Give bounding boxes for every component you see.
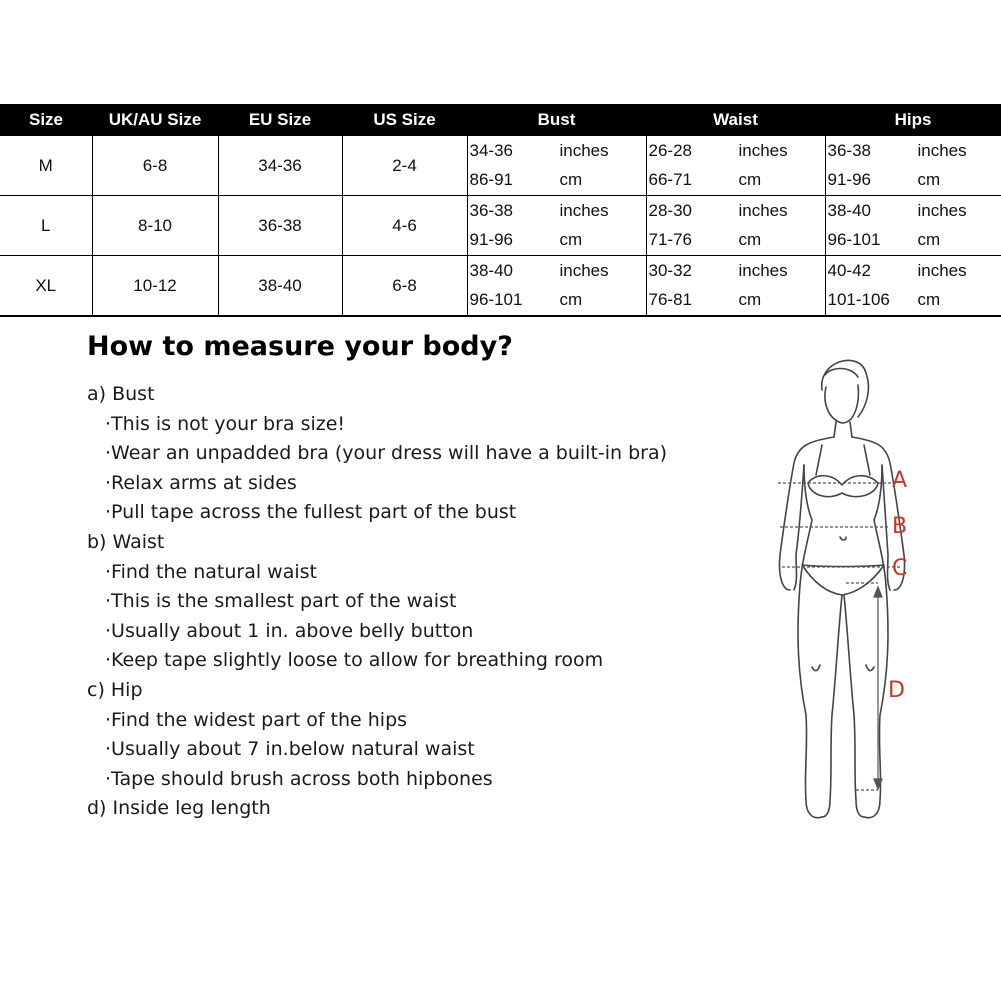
unit-cm: cm [738,230,762,250]
instruction-item: ·Pull tape across the fullest part of the bust [105,501,517,524]
section-heading-hip: c) Hip [87,678,143,701]
unit-inches: inches [738,200,788,220]
header-waist: Waist [646,104,825,136]
instruction-item: ·Relax arms at sides [105,471,297,494]
header-uk-au-size: UK/AU Size [92,104,218,136]
header-eu-size: EU Size [218,104,342,136]
instruction-item: ·Usually about 1 in. above belly button [105,619,474,642]
unit-inches: inches [738,140,788,160]
label-a: A [892,468,908,493]
eu-size-cell: 34-36 [218,136,342,196]
eu-size-cell: 38-40 [218,256,342,317]
body-measurement-figure [760,345,940,835]
unit-cm: cm [559,170,583,190]
us-size-cell: 4-6 [342,196,467,256]
unit-inches: inches [559,140,609,160]
unit-cm: cm [917,230,941,250]
bust-cell [467,136,646,196]
unit-inches: inches [738,260,788,280]
section-heading-waist: b) Waist [87,530,165,553]
label-b: B [892,514,908,539]
unit-cm: cm [917,170,941,190]
unit-inches: inches [917,200,967,220]
waist-cell [646,256,825,317]
uk-au-size-cell: 10-12 [92,256,218,317]
unit-cm: cm [738,290,762,310]
hips-cm-value: 91-96 [827,170,871,190]
uk-au-size-cell: 6-8 [92,136,218,196]
bust-cm-value: 96-101 [469,290,523,310]
size-cell: L [0,196,92,256]
unit-inches: inches [559,200,609,220]
bust-inches-value: 36-38 [469,200,513,220]
bust-cell [467,196,646,256]
bust-cell [467,256,646,317]
header-us-size: US Size [342,104,467,136]
hips-inches-value: 36-38 [827,140,871,160]
hips-cell [825,136,1001,196]
waist-inches-value: 28-30 [648,200,692,220]
page-title: How to measure your body? [87,331,513,362]
waist-cm-value: 71-76 [648,230,692,250]
bust-cm-value: 91-96 [469,230,513,250]
section-heading-bust: a) Bust [87,383,155,405]
unit-cm: cm [917,290,941,310]
unit-cm: cm [738,170,762,190]
us-size-cell: 2-4 [342,136,467,196]
unit-cm: cm [559,230,583,250]
instruction-item: ·Wear an unpadded bra (your dress will have a built-in bra) [105,442,668,465]
hips-cm-value: 96-101 [827,230,881,250]
header-hips: Hips [825,104,1001,136]
size-chart-table [0,104,1001,317]
table-row [0,136,1001,196]
section-heading-inside-leg: d) Inside leg length [87,797,271,820]
bust-cm-value: 86-91 [469,170,513,190]
label-c: C [892,556,908,581]
us-size-cell: 6-8 [342,256,467,317]
table-header-row [0,104,1001,136]
instruction-item: ·This is not your bra size! [105,412,346,435]
header-size: Size [0,104,92,136]
hips-cell [825,196,1001,256]
waist-cell [646,196,825,256]
eu-size-cell: 36-38 [218,196,342,256]
hips-inches-value: 38-40 [827,200,871,220]
table-row [0,196,1001,256]
unit-inches: inches [917,140,967,160]
bust-inches-value: 34-36 [469,140,513,160]
instruction-item: ·Tape should brush across both hipbones [105,767,493,790]
bust-inches-value: 38-40 [469,260,513,280]
waist-inches-value: 30-32 [648,260,692,280]
size-cell: M [0,136,92,196]
unit-inches: inches [917,260,967,280]
instruction-item: ·Keep tape slightly loose to allow for breathing room [105,649,604,672]
header-bust: Bust [467,104,646,136]
uk-au-size-cell: 8-10 [92,196,218,256]
measurement-instructions [87,380,767,824]
label-d: D [888,678,905,703]
instruction-item: ·This is the smallest part of the waist [105,590,457,613]
instruction-item: ·Find the natural waist [105,560,317,583]
waist-inches-value: 26-28 [648,140,692,160]
size-cell: XL [0,256,92,317]
waist-cm-value: 66-71 [648,170,692,190]
hips-cm-value: 101-106 [827,290,890,310]
hips-inches-value: 40-42 [827,260,871,280]
waist-cell [646,136,825,196]
waist-cm-value: 76-81 [648,290,692,310]
hips-cell [825,256,1001,317]
instruction-item: ·Usually about 7 in.below natural waist [105,738,475,761]
instruction-item: ·Find the widest part of the hips [105,708,408,731]
unit-inches: inches [559,260,609,280]
table-row [0,256,1001,317]
unit-cm: cm [559,290,583,310]
